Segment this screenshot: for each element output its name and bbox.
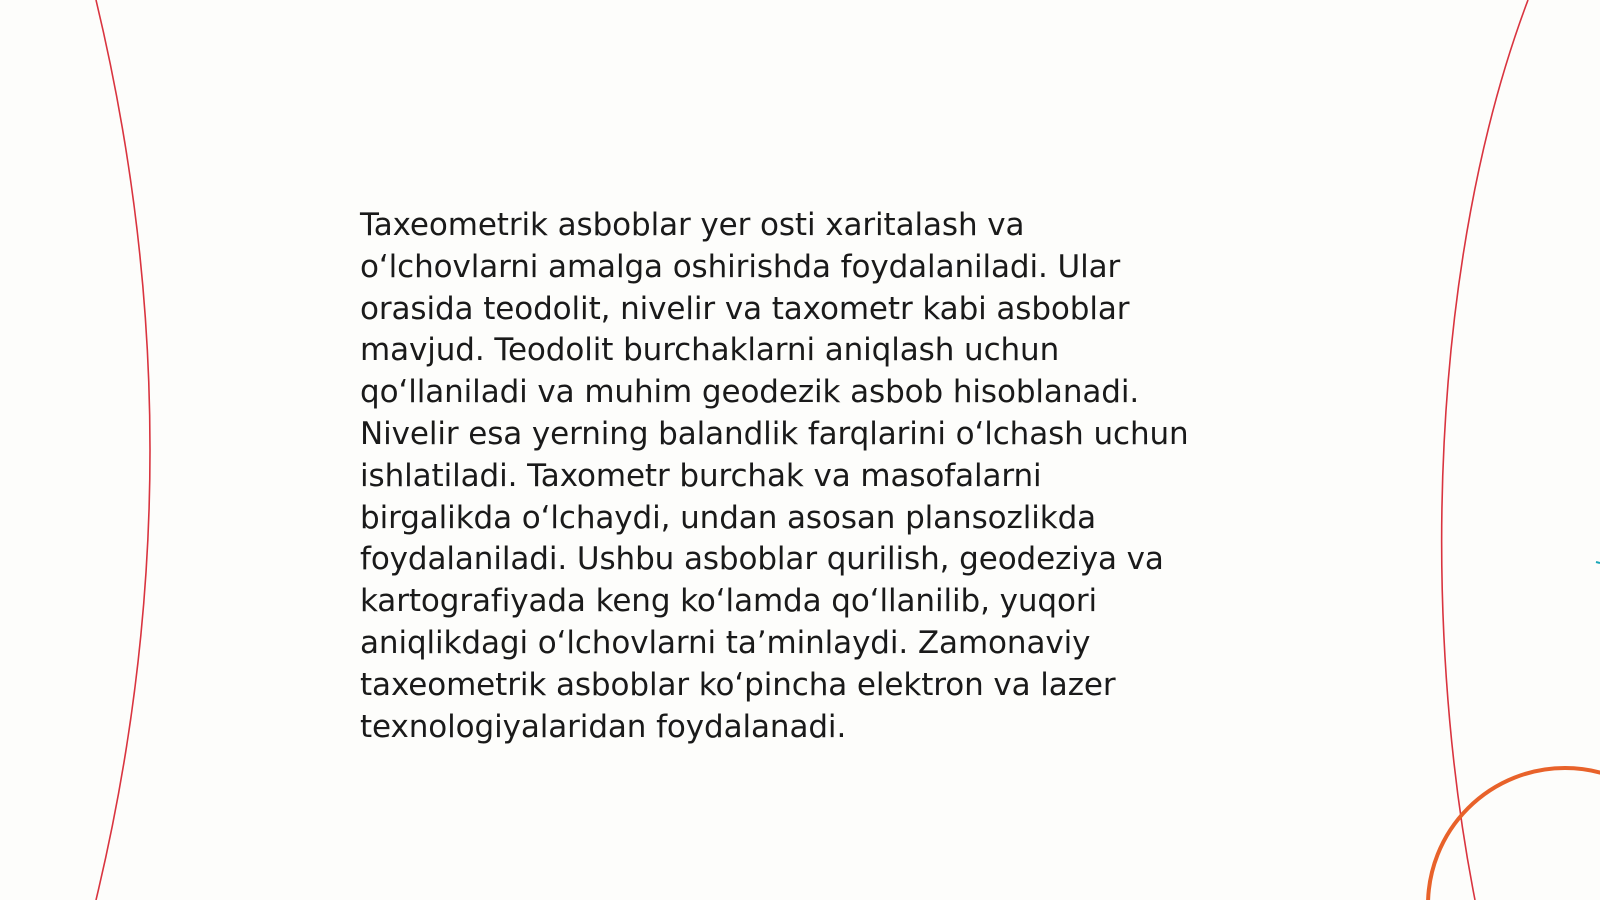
paragraph-line: ishlatiladi. Taxometr burchak va masofalarni	[360, 457, 1042, 494]
paragraph-line: qo‘llaniladi va muhim geodezik asbob hisoblanadi.	[360, 374, 1140, 411]
paragraph-line: Taxeometrik asboblar yer osti xaritalash va	[360, 207, 1025, 243]
paragraph-line: o‘lchovlarni amalga oshirishda foydalaniladi. Ular	[360, 248, 1121, 285]
orange-circle-decoration	[1428, 768, 1600, 900]
paragraph-line: taxeometrik asboblar ko‘pincha elektron va lazer	[360, 666, 1116, 703]
paragraph-line: kartografiyada keng ko‘lamda qo‘llanilib, yuqori	[360, 583, 1097, 620]
paragraph-line: foydalaniladi. Ushbu asboblar qurilish, geodeziya va	[360, 541, 1164, 578]
paragraph-line: texnologiyalaridan foydalanadi.	[360, 708, 847, 745]
paragraph-line: Nivelir esa yerning balandlik farqlarini o‘lchash uchun	[360, 415, 1189, 452]
body-paragraph	[360, 205, 1240, 748]
teal-accent-mark	[1596, 562, 1600, 563]
right-curve-decoration	[1442, 0, 1528, 900]
paragraph-line: mavjud. Teodolit burchaklarni aniqlash uchun	[360, 332, 1060, 369]
paragraph-line: orasida teodolit, nivelir va taxometr kabi asboblar	[360, 290, 1130, 327]
paragraph-line: birgalikda o‘lchaydi, undan asosan plansozlikda	[360, 499, 1097, 536]
paragraph-line: aniqlikdagi o‘lchovlarni ta’minlaydi. Zamonaviy	[360, 624, 1091, 661]
left-curve-decoration	[96, 0, 150, 900]
